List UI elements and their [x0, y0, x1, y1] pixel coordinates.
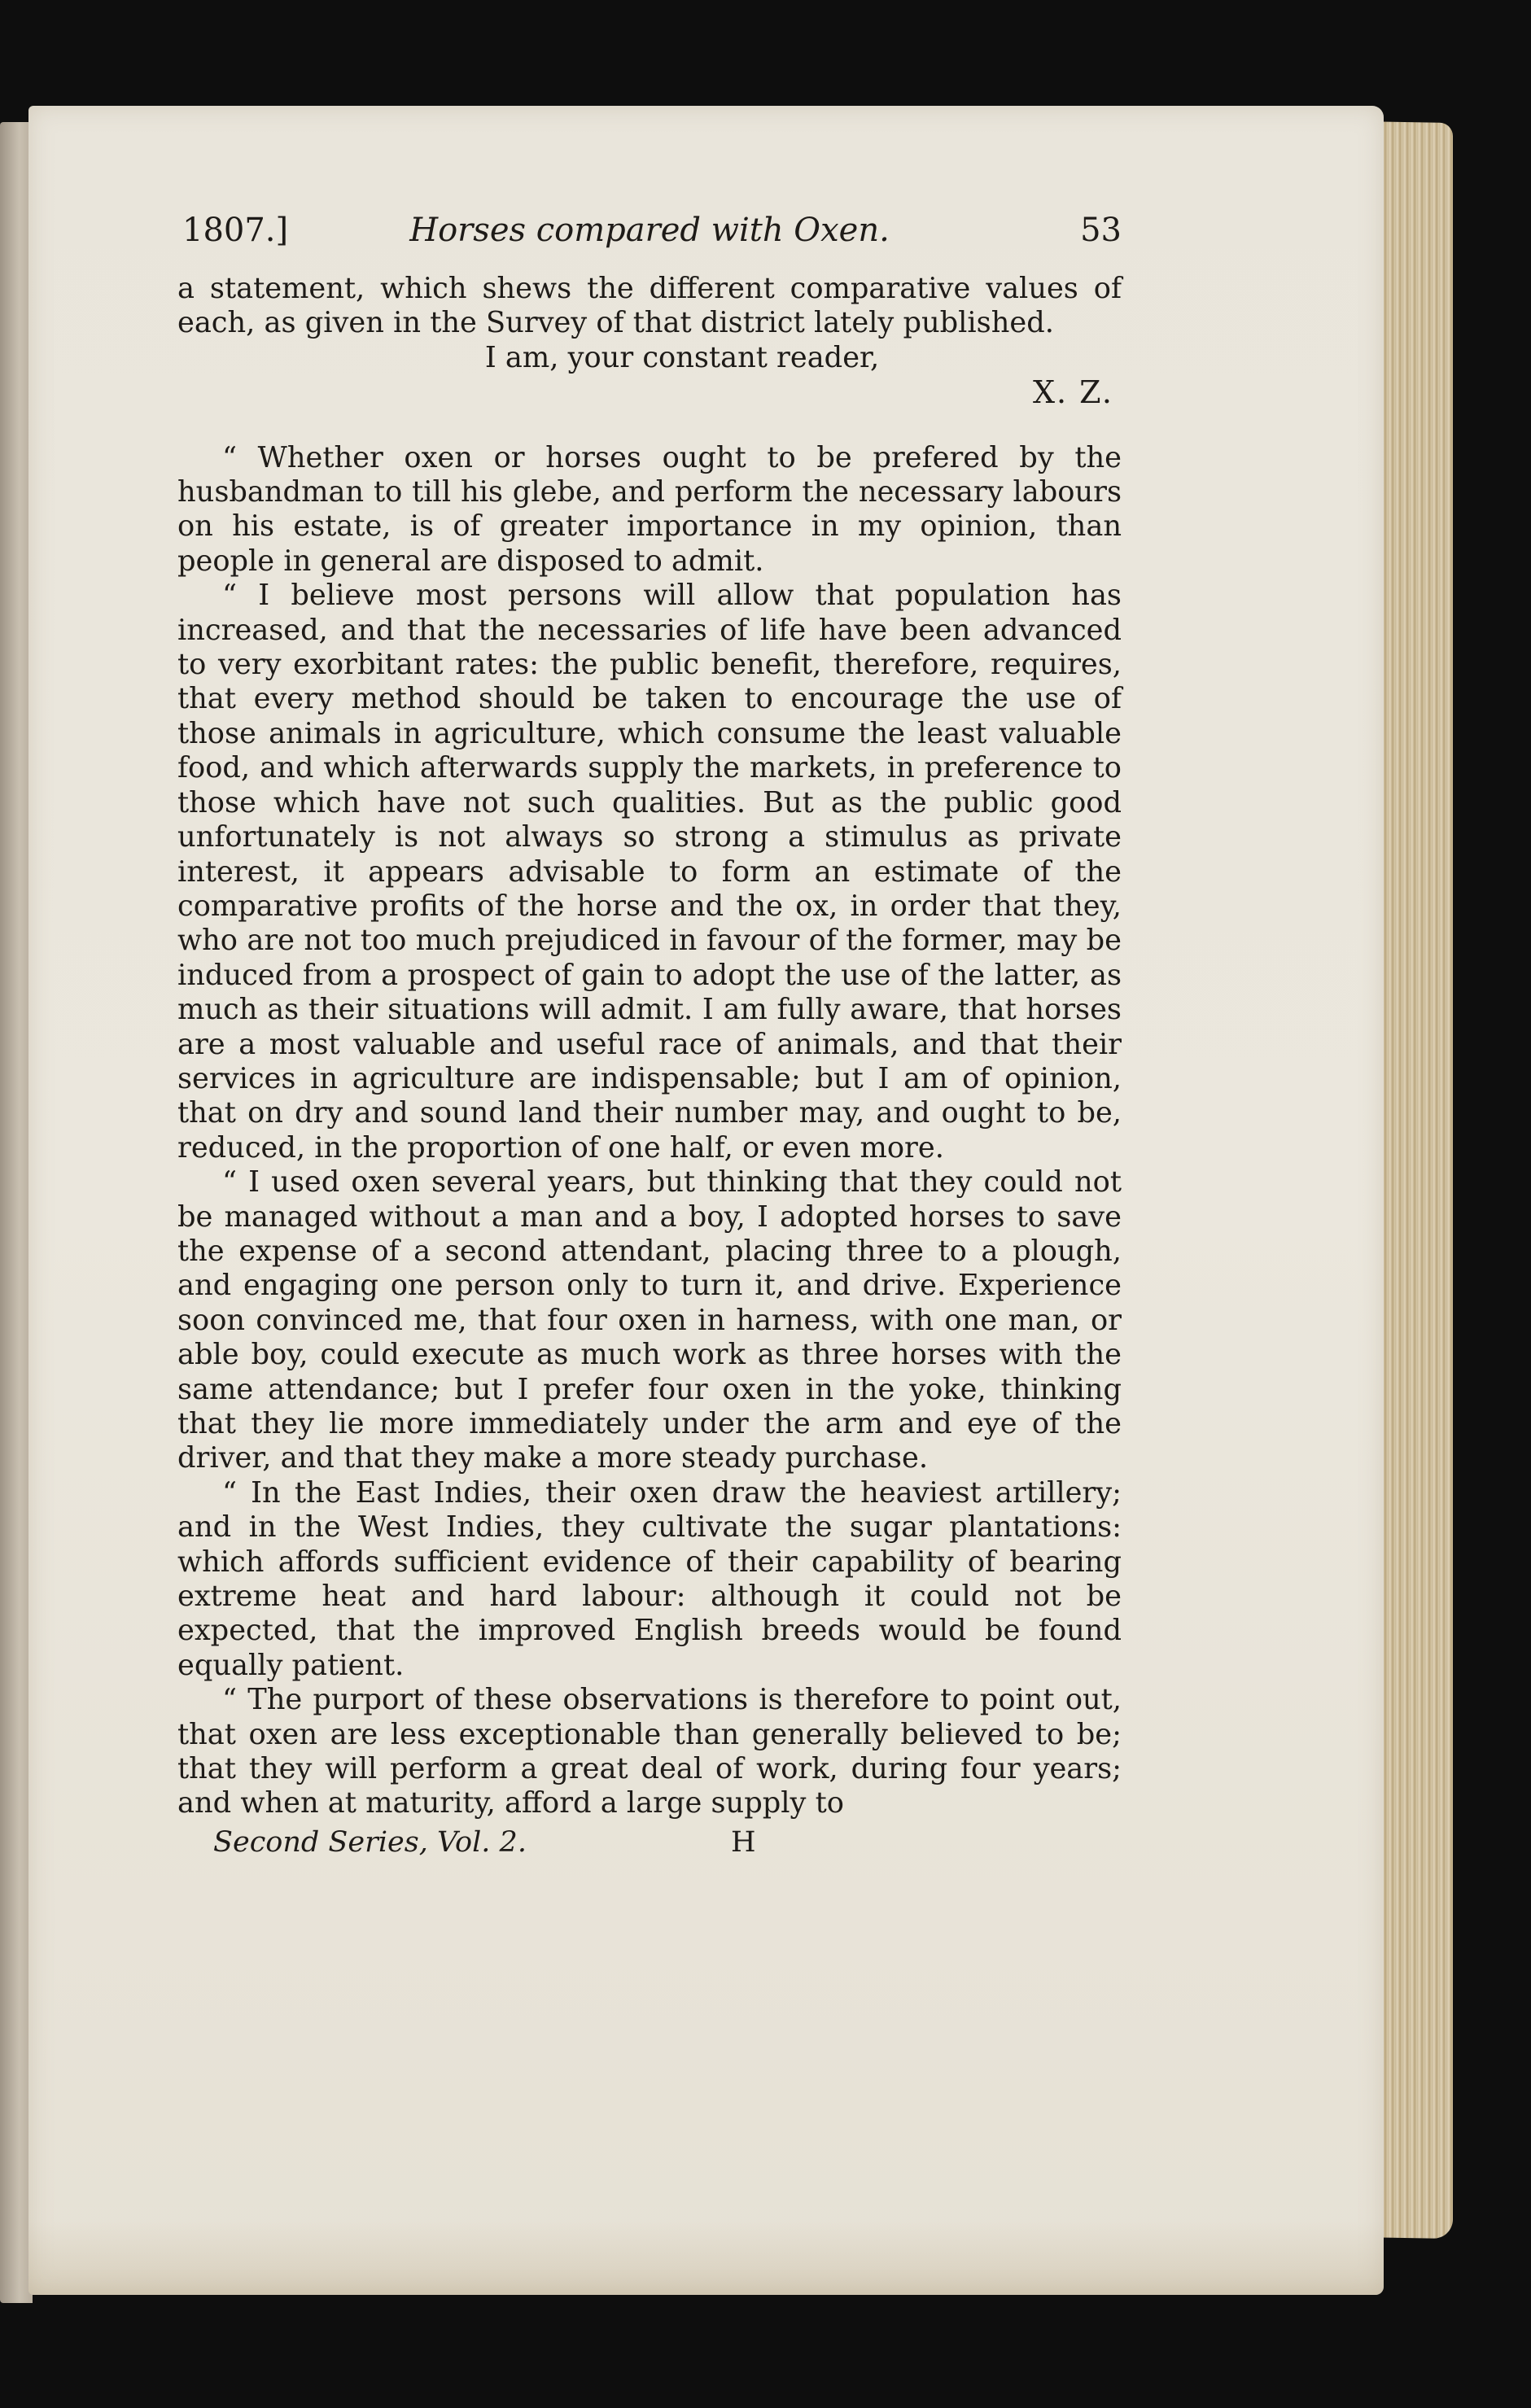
page-number: 53 [1080, 212, 1122, 249]
page-text [177, 212, 1122, 1862]
signature-mark: H [731, 1825, 756, 1859]
running-head-year: 1807.] [182, 212, 289, 249]
running-head [177, 212, 1122, 269]
letter-closing: I am, your constant reader, [484, 340, 880, 374]
paragraph-4: “ In the East Indies, their oxen draw the heaviest artillery; and in the West Indies, they cultivate the sugar plantations: which affords sufficient evidence of their capability of bearing extreme heat and hard labour: although it could not be expected, that the improved English breeds would be found equally patient. [177, 1475, 1122, 1682]
paragraph-1: “ Whether oxen or horses ought to be prefered by the husbandman to till his glebe, and perform the necessary labours on his estate, is of greater importance in my opinion, than people in general are disposed to admit. [177, 440, 1122, 578]
paragraph-5: “ The purport of these observations is therefore to point out, that oxen are less exceptionable than generally believed to be; that they will perform a great deal of work, during four years; and when at maturity, afford a large supply to [177, 1683, 1122, 1820]
page-footer [177, 1821, 1122, 1862]
letter-signature: X. Z. [1032, 374, 1113, 411]
paragraph-2: “ I believe most persons will allow that population has increased, and that the necessaries of life have been advanced to very exorbitant rates: the public benefit, therefore, requires, that every method should be taken to encourage the use of those animals in agriculture, which consume the least valuable food, and which afterwards supply the markets, in preference to those which have not such qualities. But as the public good unfortunately is not always so strong a stimulus as private interest, it appears advisable to form an estimate of the comparative profits of the horse and the ox, in order that they, who are not too much prejudiced in favour of the former, may be induced from a prospect of gain to adopt the use of the latter, as much as their situations will admit. I am fully aware, that horses are a most valuable and useful race of animals, and that their services in agriculture are indispensable; but I am of opinion, that on dry and sound land their number may, and ought to be, reduced, in the proportion of one half, or even more. [177, 579, 1122, 1165]
running-head-title: Horses compared with Oxen. [409, 212, 890, 249]
section-gap [177, 410, 1122, 441]
series-note: Second Series, Vol. 2. [213, 1825, 527, 1859]
left-page-edge [0, 122, 33, 2303]
paragraph-3: “ I used oxen several years, but thinking that they could not be managed without a man and a boy, I adopted horses to save the expense of a second attendant, placing three to a plough, and engaging one person only to turn it, and drive. Experience soon convinced me, that four oxen in harness, with one man, or able boy, could execute as much work as three horses with the same attendance; but I prefer four oxen in the yoke, thinking that they lie more immediately under the arm and eye of the driver, and that they make a more steady purchase. [177, 1165, 1122, 1475]
letter-intro: a statement, which shews the different comparative values of each, as given in the Survey of that district lately published. [177, 272, 1122, 340]
